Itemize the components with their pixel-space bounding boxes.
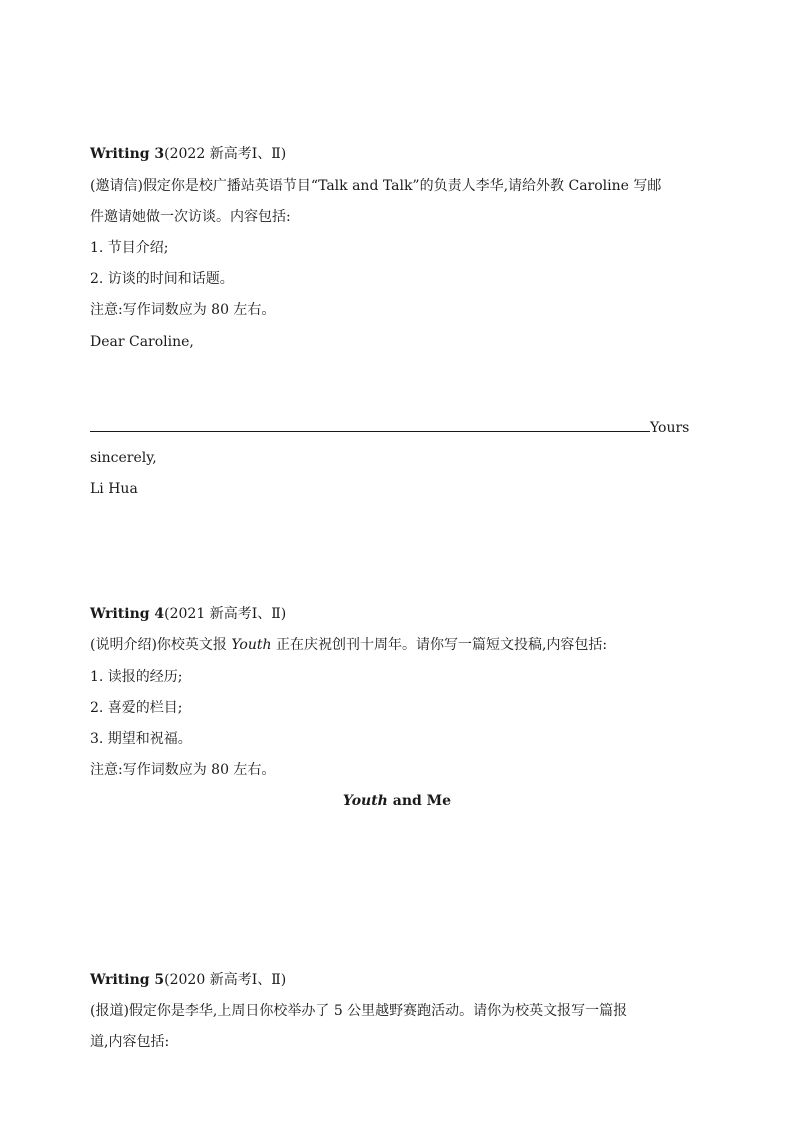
writing-3-prompt-line-1: (邀请信)假定你是校广播站英语节目“Talk and Talk”的负责人李华,请给外教 Caroline 写邮: [90, 178, 662, 194]
writing-5-source: (2020 新高考Ⅰ、Ⅱ): [164, 972, 287, 988]
writing-4-essay-title: [0, 792, 794, 810]
writing-3-label: Writing 3: [90, 146, 165, 162]
writing-4-prompt: [90, 636, 607, 654]
writing-4-prompt-pre: (说明介绍)你校英文报: [90, 637, 232, 653]
writing-5-heading: [90, 971, 286, 989]
writing-3-prompt-line-2: 件邀请她做一次访谈。内容包括:: [90, 209, 291, 225]
writing-4-title-rest: and Me: [387, 793, 452, 809]
writing-4-title-youth: Youth: [342, 793, 388, 809]
writing-3-signature: Li Hua: [90, 481, 138, 497]
writing-5-label: Writing 5: [90, 972, 165, 988]
writing-4-source: (2021 新高考Ⅰ、Ⅱ): [164, 606, 287, 622]
writing-4-heading: [90, 605, 286, 623]
writing-4-note: 注意:写作词数应为 80 左右。: [90, 762, 276, 778]
writing-3-closing-line-2: sincerely,: [90, 450, 157, 466]
writing-4-item-2: 2. 喜爱的栏目;: [90, 700, 183, 716]
writing-3-item-2: 2. 访谈的时间和话题。: [90, 271, 234, 287]
writing-5-prompt-line-1: (报道)假定你是李华,上周日你校举办了 5 公里越野赛跑活动。请你为校英文报写一篇报: [90, 1003, 628, 1019]
writing-3-answer-blank[interactable]: [90, 417, 650, 432]
writing-4-item-3: 3. 期望和祝福。: [90, 731, 192, 747]
writing-3-heading: [90, 145, 286, 163]
writing-3-item-1: 1. 节目介绍;: [90, 240, 169, 256]
writing-3-source: (2022 新高考Ⅰ、Ⅱ): [164, 146, 287, 162]
writing-3-note: 注意:写作词数应为 80 左右。: [90, 302, 276, 318]
writing-4-prompt-post: 正在庆祝创刊十周年。请你写一篇短文投稿,内容包括:: [271, 637, 608, 653]
writing-4-label: Writing 4: [90, 606, 165, 622]
writing-4-prompt-youth: Youth: [231, 637, 272, 653]
writing-3-salutation: Dear Caroline,: [90, 334, 194, 350]
writing-3-closing-tail: Yours: [650, 420, 690, 436]
writing-4-item-1: 1. 读报的经历;: [90, 669, 183, 685]
writing-5-prompt-line-2: 道,内容包括:: [90, 1034, 170, 1050]
writing-3-answer-line-row: [90, 417, 689, 437]
